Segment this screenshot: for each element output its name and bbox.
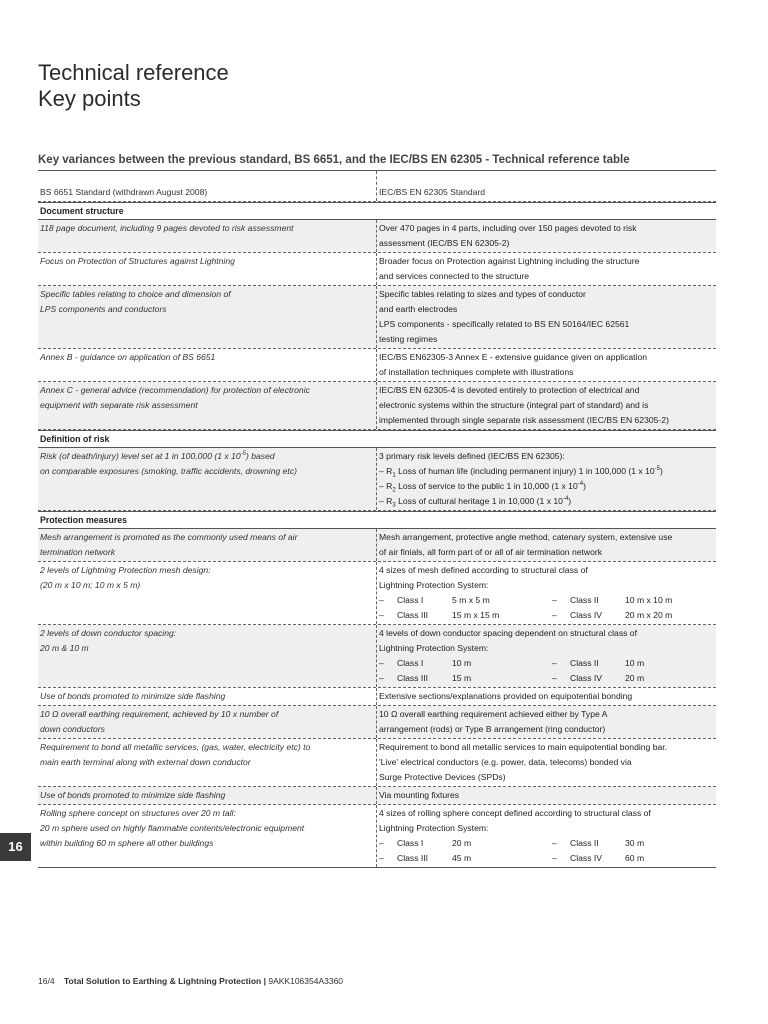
table-row — [38, 625, 716, 688]
cell-text: 20 m sphere used on highly flammable contents/electronic equipment — [40, 823, 305, 833]
column-header-iec62305: IEC/BS EN 62305 Standard — [379, 187, 486, 197]
page-title: Technical reference — [38, 60, 229, 85]
cell-text: 2 levels of down conductor spacing: — [40, 628, 177, 638]
cell-text: arrangement (rods) or Type B arrangement (ring conductor) — [379, 724, 606, 734]
cell-text: Mesh arrangement is promoted as the commonly used means of air — [40, 532, 298, 542]
page-subtitle: Key points — [38, 86, 141, 111]
cell-text: termination network — [40, 547, 115, 557]
cell-text: of air finials, all form part of or all of air termination network — [379, 547, 603, 557]
cell-text: on comparable exposures (smoking, traffic accidents, drowning etc) — [40, 466, 297, 476]
cell-text: ) based — [245, 451, 275, 461]
superscript: -5 — [240, 451, 246, 458]
page-footer — [38, 976, 343, 986]
column-header-bs6651: BS 6651 Standard (withdrawn August 2008) — [38, 171, 377, 201]
cell-text: assessment (IEC/BS EN 62305-2) — [379, 238, 510, 248]
table-row — [38, 286, 716, 349]
cell-text: (20 m x 10 m; 10 m x 5 m) — [40, 580, 141, 590]
cell-text: within building 60 m sphere all other buildings — [40, 838, 214, 848]
cell-text: 10 Ω overall earthing requirement achieved either by Type A — [379, 709, 608, 719]
table-row — [38, 529, 716, 562]
table-header-row — [38, 171, 716, 202]
table-row — [38, 220, 716, 253]
cell-text: equipment with separate risk assessment — [40, 400, 198, 410]
cell-text: 10 Ω overall earthing requirement, achieved by 10 x number of — [40, 709, 279, 719]
cell-text: Rolling sphere concept on structures over 20 m tall: — [40, 808, 236, 818]
risk-level-r3: – $R_3$ Loss of cultural heritage 1 in 10,000 (1 x $10^{-4}$) — [379, 496, 572, 509]
cell-text: 118 page document, including 9 pages devoted to risk assessment — [40, 223, 294, 233]
footer-title: Total Solution to Earthing & Lightning Protection — [64, 976, 262, 986]
footer-separator: | — [263, 976, 266, 986]
cell-text: implemented through single separate risk assessment (IEC/BS EN 62305-2) — [379, 415, 669, 425]
table-row — [38, 706, 716, 739]
cell-text: Requirement to bond all metallic services to main equipotential bonding bar. — [379, 742, 668, 752]
cell-text: Lightning Protection System: — [379, 643, 489, 653]
table-row — [38, 805, 716, 867]
cell-text: Lightning Protection System: — [379, 823, 489, 833]
cell-text: and services connected to the structure — [379, 271, 529, 281]
table-row — [38, 382, 716, 430]
cell-text: Annex C - general advice (recommendation) for protection of electronic — [40, 385, 310, 395]
page-number-tab: 16 — [0, 833, 31, 861]
cell-text: Surge Protective Devices (SPDs) — [379, 772, 506, 782]
class-grid: – Class I 10 m – Class II 10 m – Class III 15 m – Class IV 20 m — [379, 658, 645, 683]
cell-text: 'Live' electrical conductors (e.g. power, data, telecoms) bonded via — [379, 757, 632, 767]
cell-text: 4 sizes of mesh defined according to structural class of — [379, 565, 588, 575]
cell-text: Via mounting fixtures — [379, 790, 460, 800]
cell-text: Mesh arrangement, protective angle method, catenary system, extensive use — [379, 532, 673, 542]
cell-text: Use of bonds promoted to minimize side flashing — [40, 691, 226, 701]
cell-text: down conductors — [40, 724, 105, 734]
section-definition-of-risk: Definition of risk — [38, 430, 716, 448]
table-row — [38, 349, 716, 382]
cell-text: and earth electrodes — [379, 304, 458, 314]
cell-text: Risk (of death/injury) level set at 1 in 100,000 (1 x 10 — [40, 451, 241, 461]
table-row — [38, 253, 716, 286]
cell-text: LPS components - specifically related to BS EN 50164/IEC 62561 — [379, 319, 630, 329]
cell-text: 4 sizes of rolling sphere concept defined according to structural class of — [379, 808, 651, 818]
risk-level-r2: – $R_2$ Loss of service to the public 1 in 10,000 (1 x $10^{-4}$) — [379, 481, 586, 494]
cell-text: Lightning Protection System: — [379, 580, 489, 590]
cell-text: Broader focus on Protection against Lightning including the structure — [379, 256, 640, 266]
cell-text: 4 levels of down conductor spacing dependent on structural class of — [379, 628, 637, 638]
cell-text: Focus on Protection of Structures against Lightning — [40, 256, 235, 266]
cell-text: testing regimes — [379, 334, 438, 344]
cell-text: 2 levels of Lightning Protection mesh design: — [40, 565, 211, 575]
cell-text: IEC/BS EN 62305-4 is devoted entirely to protection of electrical and — [379, 385, 640, 395]
cell-text: Specific tables relating to choice and dimension of — [40, 289, 231, 299]
cell-text: Requirement to bond all metallic services, (gas, water, electricity etc) to — [40, 742, 311, 752]
cell-text: 20 m & 10 m — [40, 643, 89, 653]
footer-page-number: 16/4 — [38, 976, 55, 986]
cell-text: IEC/BS EN62305-3 Annex E - extensive guidance given on application — [379, 352, 648, 362]
class-grid: – Class I 20 m – Class II 30 m – Class III 45 m – Class IV 60 m — [379, 838, 645, 863]
cell-text: LPS components and conductors — [40, 304, 167, 314]
class-grid: – Class I 5 m x 5 m – Class II 10 m x 10 m – Class III 15 m x 15 m – Class IV 20 m x 20 m — [379, 595, 673, 620]
footer-code: 9AKK106354A3360 — [268, 976, 344, 986]
section-document-structure: Document structure — [38, 202, 716, 220]
table-row — [38, 688, 716, 706]
cell-text: electronic systems within the structure (integral part of standard) and is — [379, 400, 649, 410]
section-protection-measures: Protection measures — [38, 511, 716, 529]
technical-reference-table — [38, 170, 716, 868]
cell-text: Use of bonds promoted to minimize side flashing — [40, 790, 226, 800]
risk-level-r1: – $R_1$ Loss of human life (including permanent injury) 1 in 100,000 (1 x $10^{-5}$) — [379, 466, 663, 479]
table-row — [38, 787, 716, 805]
cell-text: 3 primary risk levels defined (IEC/BS EN 62305): — [379, 451, 565, 461]
cell-text: Annex B - guidance on application of BS 6651 — [40, 352, 216, 362]
table-row — [38, 739, 716, 787]
cell-text: Over 470 pages in 4 parts, including over 150 pages devoted to risk — [379, 223, 637, 233]
cell-text: Specific tables relating to sizes and types of conductor — [379, 289, 586, 299]
table-caption: Key variances between the previous standard, BS 6651, and the IEC/BS EN 62305 - Technical reference table — [38, 154, 630, 166]
cell-text: main earth terminal along with external down conductor — [40, 757, 251, 767]
cell-text: of installation techniques complete with illustrations — [379, 367, 574, 377]
table-row — [38, 562, 716, 625]
table-row — [38, 448, 716, 511]
cell-text: Extensive sections/explanations provided on equipotential bonding — [379, 691, 633, 701]
